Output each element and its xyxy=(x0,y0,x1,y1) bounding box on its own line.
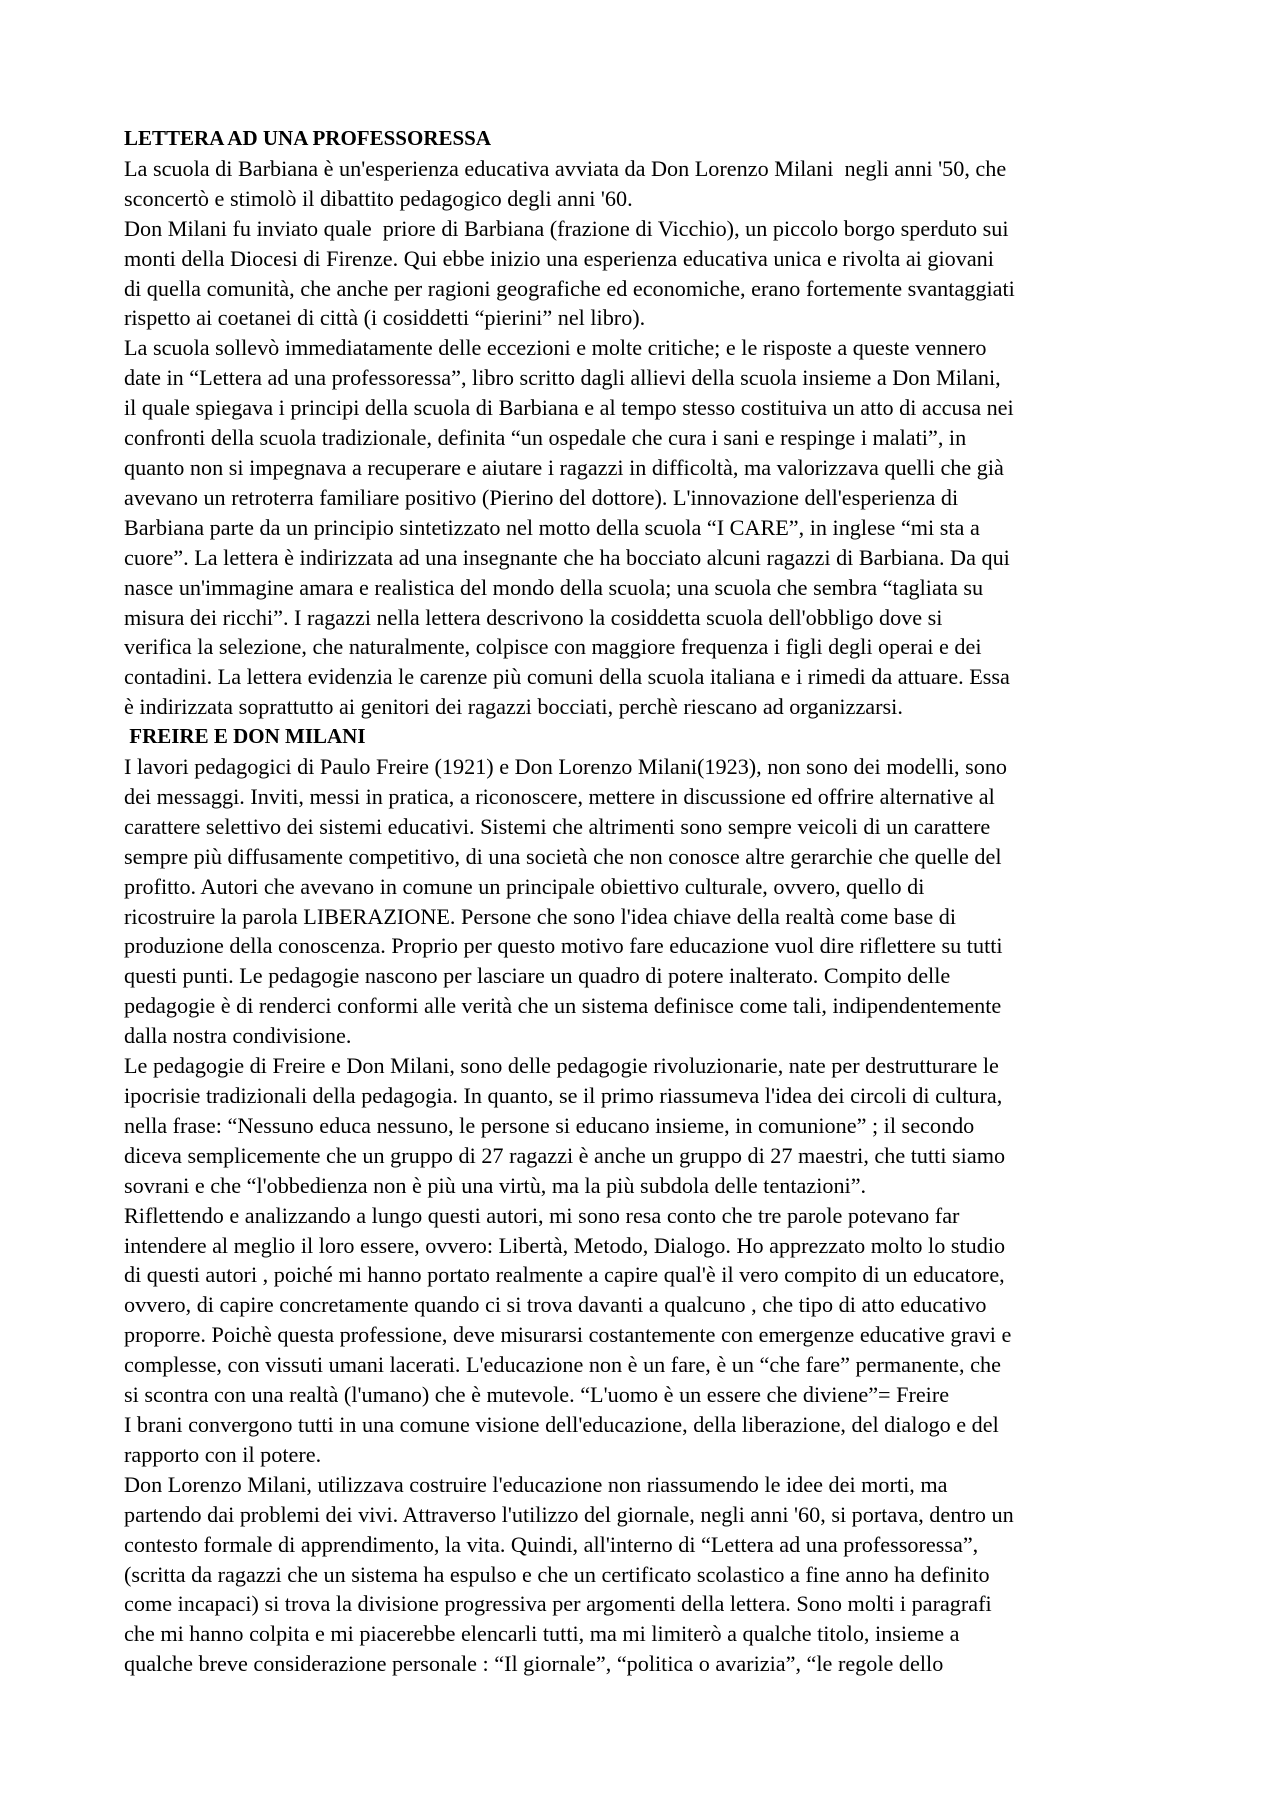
section-2-body xyxy=(124,752,1174,1679)
text-line: verifica la selezione, che naturalmente, colpisce con maggiore frequenza i figli degli operai e dei xyxy=(124,634,982,660)
text-line: dalla nostra condivisione. xyxy=(124,1023,352,1049)
text-line: cuore”. La lettera è indirizzata ad una insegnante che ha bocciato alcuni ragazzi di Barbiana. Da qui xyxy=(124,544,1010,570)
text-line: La scuola di Barbiana è un'esperienza educativa avviata da Don Lorenzo Milani negli anni '50, che xyxy=(124,155,1007,181)
text-line: complesse, con vissuti umani lacerati. L'educazione non è un fare, è un “che fare” permanente, che xyxy=(124,1352,1001,1378)
text-line: Don Milani fu inviato quale priore di Barbiana (frazione di Vicchio), un piccolo borgo sperduto sui xyxy=(124,215,1009,241)
text-line: Don Lorenzo Milani, utilizzava costruire l'educazione non riassumendo le idee dei morti, ma xyxy=(124,1471,948,1497)
text-line: di quella comunità, che anche per ragioni geografiche ed economiche, erano fortemente svantaggiati xyxy=(124,275,1015,301)
text-line: proporre. Poichè questa professione, deve misurarsi costantemente con emergenze educative gravi e xyxy=(124,1322,1012,1348)
text-line: contadini. La lettera evidenzia le carenze più comuni della scuola italiana e i rimedi da attuare. Essa xyxy=(124,664,1010,690)
text-line: dei messaggi. Inviti, messi in pratica, a riconoscere, mettere in discussione ed offrire alternative al xyxy=(124,783,995,809)
text-line: ovvero, di capire concretamente quando ci si trova davanti a qualcuno , che tipo di atto educativo xyxy=(124,1292,987,1318)
text-line: sconcertò e stimolò il dibattito pedagogico degli anni '60. xyxy=(124,185,633,211)
text-line: (scritta da ragazzi che un sistema ha espulso e che un certificato scolastico a fine anno ha definito xyxy=(124,1561,990,1587)
text-line: profitto. Autori che avevano in comune un principale obiettivo culturale, ovvero, quello di xyxy=(124,873,925,899)
heading-lettera-ad-una-professoressa: LETTERA AD UNA PROFESSORESSA xyxy=(124,126,492,150)
text-line: il quale spiegava i principi della scuola di Barbiana e al tempo stesso costituiva un atto di accusa nei xyxy=(124,395,1014,421)
text-line: si scontra con una realtà (l'umano) che è mutevole. “L'uomo è un essere che diviene”= Freire xyxy=(124,1382,950,1408)
text-line: avevano un retroterra familiare positivo (Pierino del dottore). L'innovazione dell'esperienza di xyxy=(124,484,959,510)
text-line: misura dei ricchi”. I ragazzi nella lettera descrivono la cosiddetta scuola dell'obbligo dove si xyxy=(124,604,943,630)
text-line: ricostruire la parola LIBERAZIONE. Persone che sono l'idea chiave della realtà come base di xyxy=(124,903,957,929)
text-line: confronti della scuola tradizionale, definita “un ospedale che cura i sani e respinge i malati”, in xyxy=(124,425,967,451)
text-line: qualche breve considerazione personale : “Il giornale”, “politica o avarizia”, “le regole dello xyxy=(124,1651,944,1677)
text-line: Le pedagogie di Freire e Don Milani, sono delle pedagogie rivoluzionarie, nate per destrutturare le xyxy=(124,1053,999,1079)
text-line: Riflettendo e analizzando a lungo questi autori, mi sono resa conto che tre parole potevano far xyxy=(124,1202,960,1228)
section-1-body xyxy=(124,154,1174,722)
text-line: che mi hanno colpita e mi piacerebbe elencarli tutti, ma mi limiterò a qualche titolo, insieme a xyxy=(124,1621,960,1647)
text-line: come incapaci) si trova la divisione progressiva per argomenti della lettera. Sono molti i paragrafi xyxy=(124,1591,992,1617)
text-line: di questi autori , poiché mi hanno portato realmente a capire qual'è il vero compito di un educatore, xyxy=(124,1262,1005,1288)
text-line: intendere al meglio il loro essere, ovvero: Libertà, Metodo, Dialogo. Ho apprezzato molto lo studio xyxy=(124,1232,1006,1258)
text-line: rispetto ai coetanei di città (i cosiddetti “pierini” nel libro). xyxy=(124,305,646,331)
text-line: I lavori pedagogici di Paulo Freire (1921) e Don Lorenzo Milani(1923), non sono dei modelli, sono xyxy=(124,754,1008,780)
text-line: è indirizzata soprattutto ai genitori dei ragazzi bocciati, perchè riescano ad organizzarsi. xyxy=(124,694,903,720)
text-line: ipocrisie tradizionali della pedagogia. In quanto, se il primo riassumeva l'idea dei circoli di cultura, xyxy=(124,1083,1003,1108)
text-line: sempre più diffusamente competitivo, di una società che non conosce altre gerarchie che quelle del xyxy=(124,843,1002,869)
text-line: nasce un'immagine amara e realistica del mondo della scuola; una scuola che sembra “tagliata su xyxy=(124,574,984,600)
text-line: diceva semplicemente che un gruppo di 27 ragazzi è anche un gruppo di 27 maestri, che tutti siamo xyxy=(124,1142,1006,1168)
text-line: contesto formale di apprendimento, la vita. Quindi, all'interno di “Lettera ad una professoressa”, xyxy=(124,1531,979,1557)
text-line: questi punti. Le pedagogie nascono per lasciare un quadro di potere inalterato. Compito delle xyxy=(124,963,951,989)
text-line: Barbiana parte da un principio sintetizzato nel motto della scuola “I CARE”, in inglese “mi sta a xyxy=(124,514,980,540)
text-line: partendo dai problemi dei vivi. Attraverso l'utilizzo del giornale, negli anni '60, si portava, dentro un xyxy=(124,1501,1014,1527)
text-line: pedagogie è di renderci conformi alle verità che un sistema definisce come tali, indipendentemente xyxy=(124,993,1002,1019)
text-line: sovrani e che “l'obbedienza non è più una virtù, ma la più subdola delle tentazioni”. xyxy=(124,1172,867,1198)
heading-freire-e-don-milani: FREIRE E DON MILANI xyxy=(124,724,366,749)
text-line: produzione della conoscenza. Proprio per questo motivo fare educazione vuol dire riflettere su tutti xyxy=(124,933,1003,959)
text-line: carattere selettivo dei sistemi educativi. Sistemi che altrimenti sono sempre veicoli di un carattere xyxy=(124,813,991,839)
text-line: quanto non si impegnava a recuperare e aiutare i ragazzi in difficoltà, ma valorizzava quelli che già xyxy=(124,454,1004,480)
text-line: La scuola sollevò immediatamente delle eccezioni e molte critiche; e le risposte a queste vennero xyxy=(124,335,987,361)
document-page xyxy=(124,124,1174,1679)
text-line: monti della Diocesi di Firenze. Qui ebbe inizio una esperienza educativa unica e rivolta ai giovani xyxy=(124,245,994,271)
text-line: rapporto con il potere. xyxy=(124,1441,322,1467)
text-line: date in “Lettera ad una professoressa”, libro scritto dagli allievi della scuola insieme a Don Milani, xyxy=(124,365,1001,391)
text-line: nella frase: “Nessuno educa nessuno, le persone si educano insieme, in comunione” ; il secondo xyxy=(124,1112,975,1138)
text-line: I brani convergono tutti in una comune visione dell'educazione, della liberazione, del dialogo e del xyxy=(124,1411,999,1437)
